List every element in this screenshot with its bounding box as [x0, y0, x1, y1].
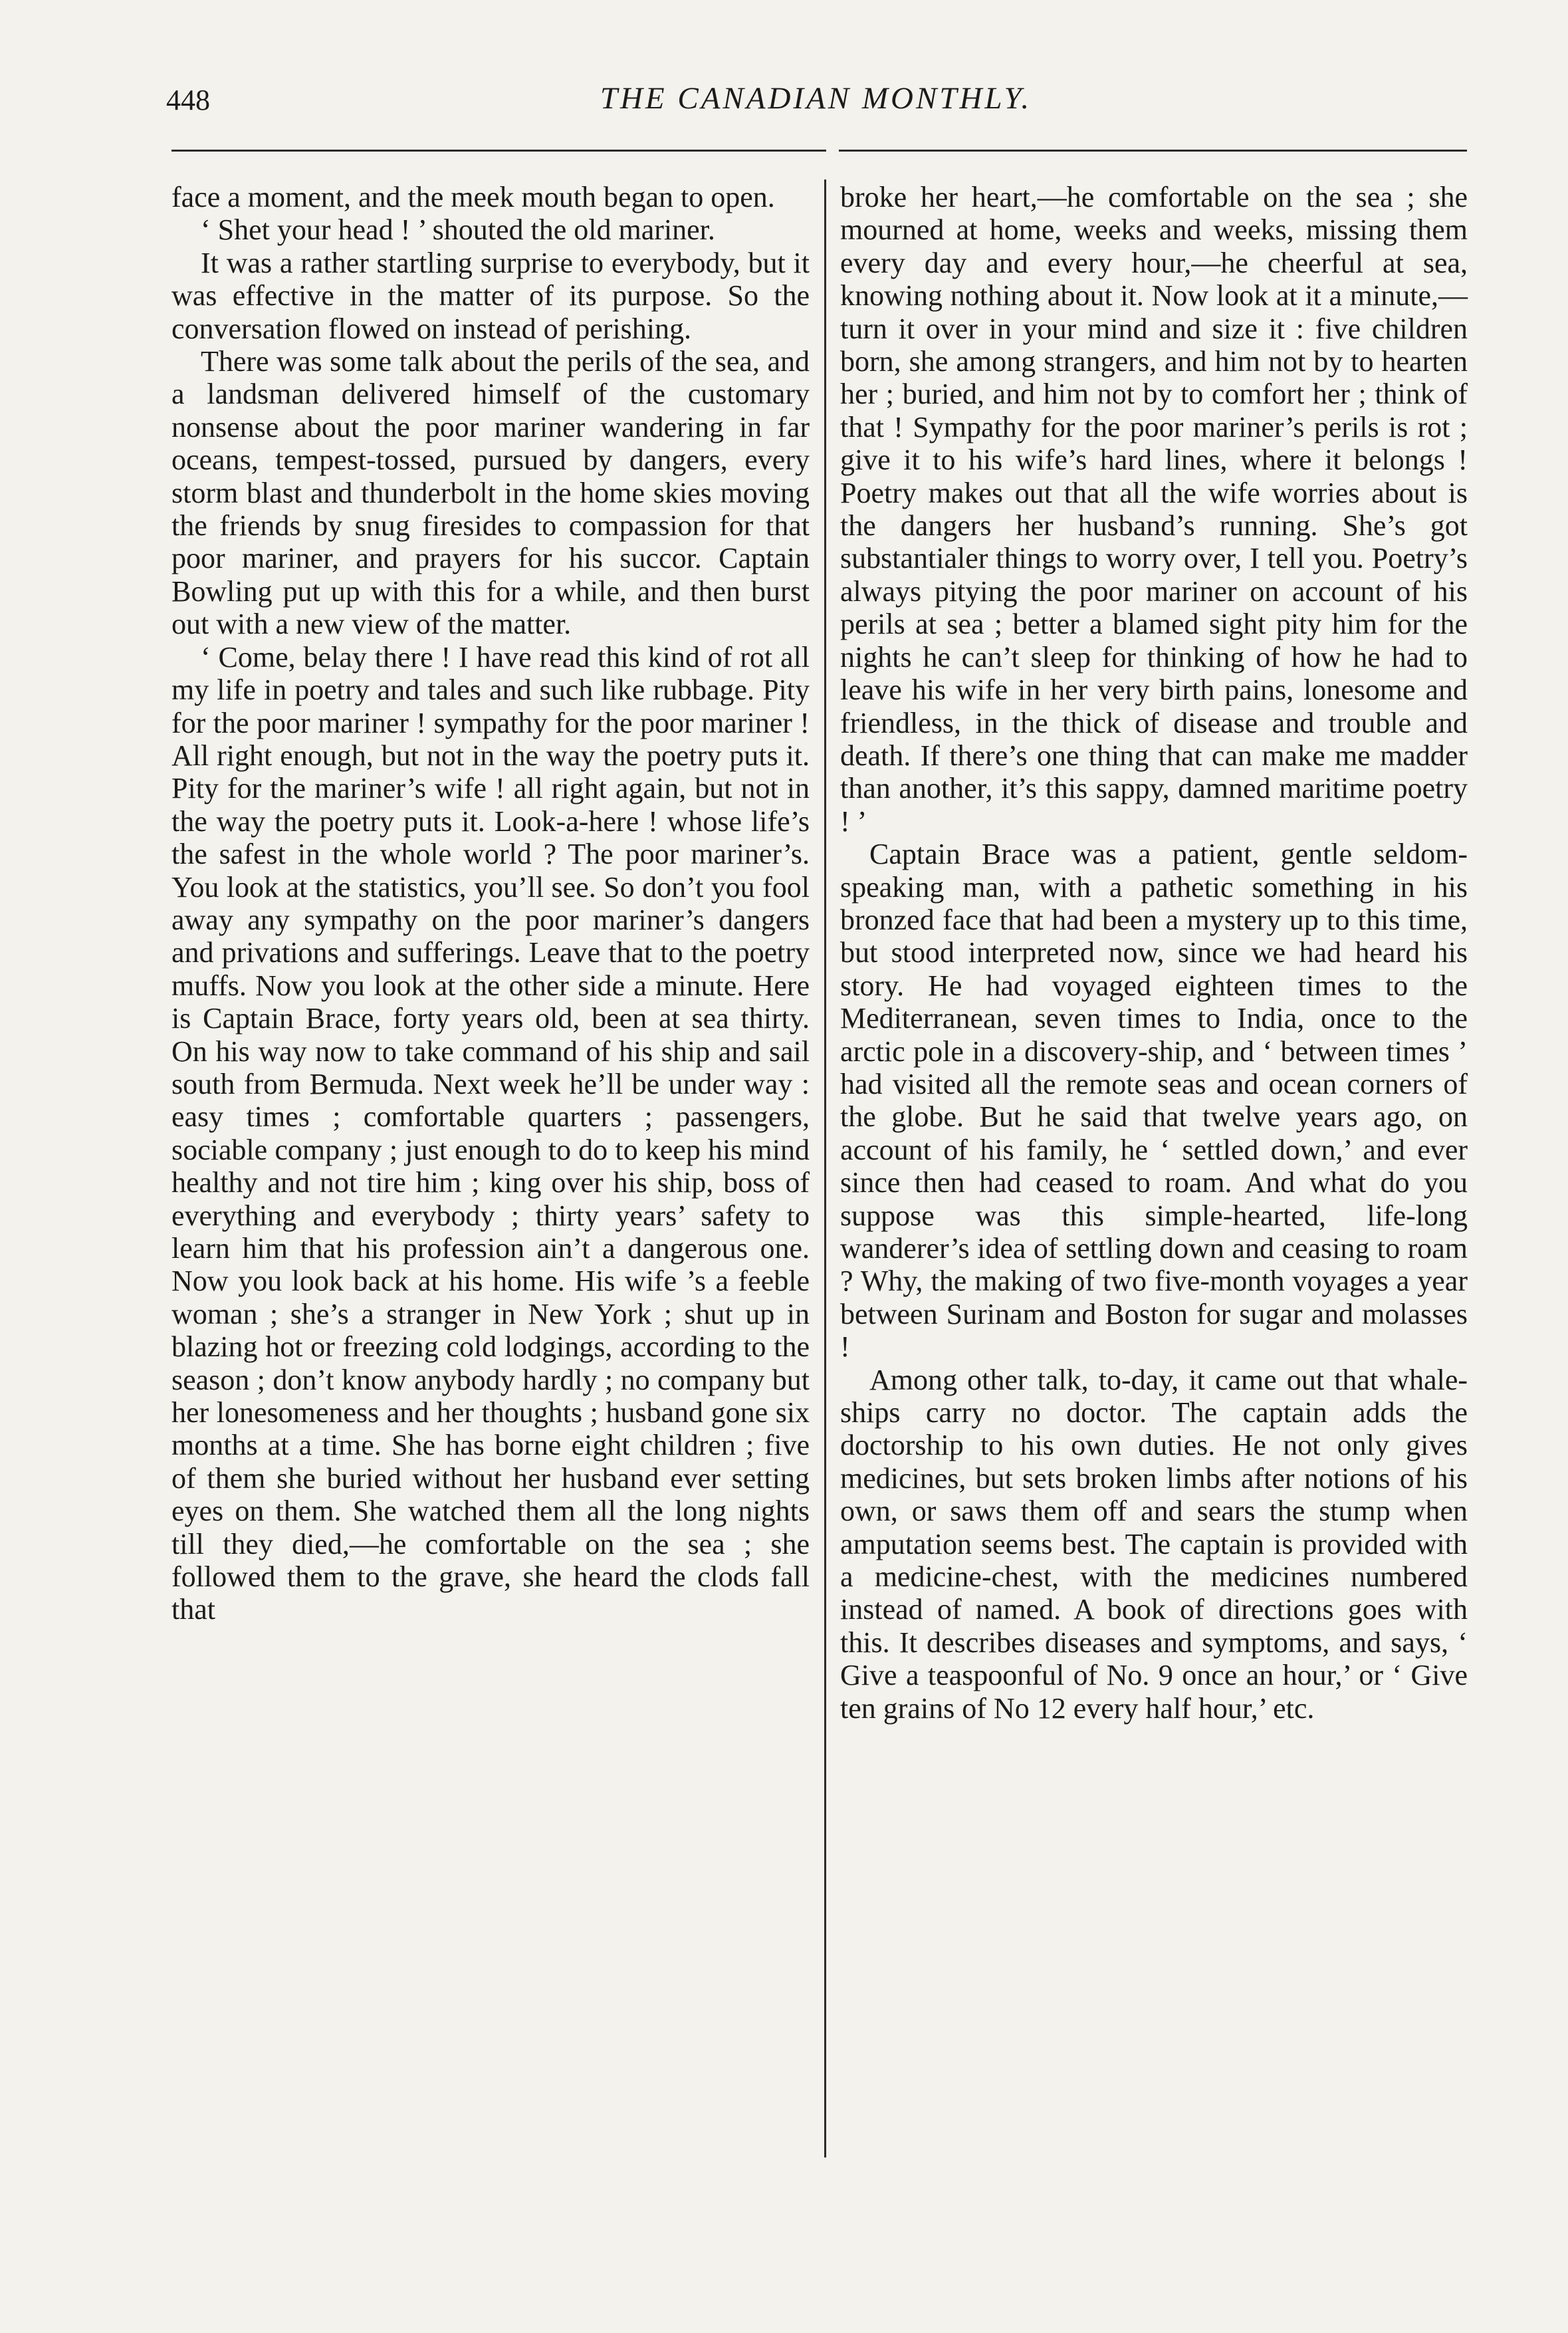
left-column: [171, 181, 810, 1626]
paragraph: ‘ Come, belay there ! I have read this kind of rot all my life in poetry and tales and such like rubbage. Pity for the poor mariner ! sympathy for the poor mariner ! All right enough, but not in the way the poetry puts it. Pity for the mariner’s wife ! all right again, but not in the way the poetry puts it. Look-a-here ! whose life’s the safest in the whole world ? The poor mariner’s. You look at the statistics, you’ll see. So don’t you fool away any sympathy on the poor mariner’s dangers and privations and sufferings. Leave that to the poetry muffs. Now you look at the other side a minute. Here is Captain Brace, forty years old, been at sea thirty. On his way now to take command of his ship and sail south from Bermuda. Next week he’ll be under way : easy times ; comfortable quarters ; passengers, sociable company ; just enough to do to keep his mind healthy and not tire him ; king over his ship, boss of everything and everybody ; thirty years’ safety to learn him that his profession ain’t a dangerous one. Now you look back at his home. His wife ’s a feeble woman ; she’s a stranger in New York ; shut up in blazing hot or freezing cold lodgings, according to the season ; don’t know anybody hardly ; no company but her lonesomeness and her thoughts ; husband gone six months at a time. She has borne eight children ; five of them she buried without her husband ever setting eyes on them. She watched them all the long nights till they died,—he comfortable on the sea ; she followed them to the grave, she heard the clods fall that: [171, 640, 810, 1626]
paragraph: Captain Brace was a patient, gentle seldom-speaking man, with a pathetic something in his bronzed face that had been a mystery up to this time, but stood interpreted now, since we had heard his story. He had voyaged eighteen times to the Mediterranean, seven times to India, once to the arctic pole in a discovery-ship, and ‘ between times ’ had visited all the remote seas and ocean corners of the globe. But he said that twelve years ago, on account of his family, he ‘ settled down,’ and ever since then had ceased to roam. And what do you suppose was this simple-hearted, life-long wanderer’s idea of settling down and ceasing to roam ? Why, the making of two five-month voyages a year between Surinam and Boston for sugar and molasses !: [840, 838, 1468, 1364]
paragraph: face a moment, and the meek mouth began to open.: [171, 181, 775, 213]
right-column: [840, 181, 1468, 1725]
running-title: THE CANADIAN MONTHLY.: [600, 81, 1032, 116]
paragraph: Among other talk, to-day, it came out that whale-ships carry no doctor. The captain adds the doctorship to his own duties. He not only gives medicines, but sets broken limbs after notions of his own, or saws them off and sears the stump when amputation seems best. The captain is provided with a medicine-chest, with the medicines numbered instead of named. A book of directions goes with this. It describes diseases and symptoms, and says, ‘ Give a teaspoonful of No. 9 once an hour,’ or ‘ Give ten grains of No 12 every half hour,’ etc.: [840, 1363, 1468, 1725]
page-header: [166, 76, 1466, 136]
paragraph: It was a rather startling surprise to everybody, but it was effective in the matter of its purpose. So the conversation flowed on instead of perishing.: [171, 246, 810, 345]
column-divider: [824, 180, 826, 2157]
paragraph: There was some talk about the perils of the sea, and a landsman delivered himself of the customary nonsense about the poor mariner wandering in far oceans, tempest-tossed, pursued by dangers, every storm blast and thunderbolt in the home skies moving the friends by snug firesides to compassion for that poor mariner, and prayers for his succor. Captain Bowling put up with this for a while, and then burst out with a new view of the matter.: [171, 345, 810, 641]
page-number: 448: [166, 84, 210, 116]
paragraph: broke her heart,—he comfortable on the sea ; she mourned at home, weeks and weeks, missing them every day and every hour,—he cheerful at sea, knowing nothing about it. Now look at it a minute,—turn it over in your mind and size it : five children born, she among strangers, and him not by to hearten her ; buried, and him not by to comfort her ; think of that ! Sympathy for the poor mariner’s perils is rot ; give it to his wife’s hard lines, where it belongs ! Poetry makes out that all the wife worries about is the dangers her husband’s running. She’s got substantialer things to worry over, I tell you. Poetry’s always pitying the poor mariner on account of his perils at sea ; better a blamed sight pity him for the nights he can’t sleep for thinking of how he had to leave his wife in her very birth pains, lonesome and friendless, in the thick of disease and trouble and death. If there’s one thing that can make me madder than another, it’s this sappy, damned maritime poetry ! ’: [840, 181, 1468, 838]
header-rule-left: [171, 150, 826, 152]
paragraph: ‘ Shet your head ! ’ shouted the old mariner.: [201, 213, 715, 247]
header-rule-right: [839, 150, 1467, 152]
